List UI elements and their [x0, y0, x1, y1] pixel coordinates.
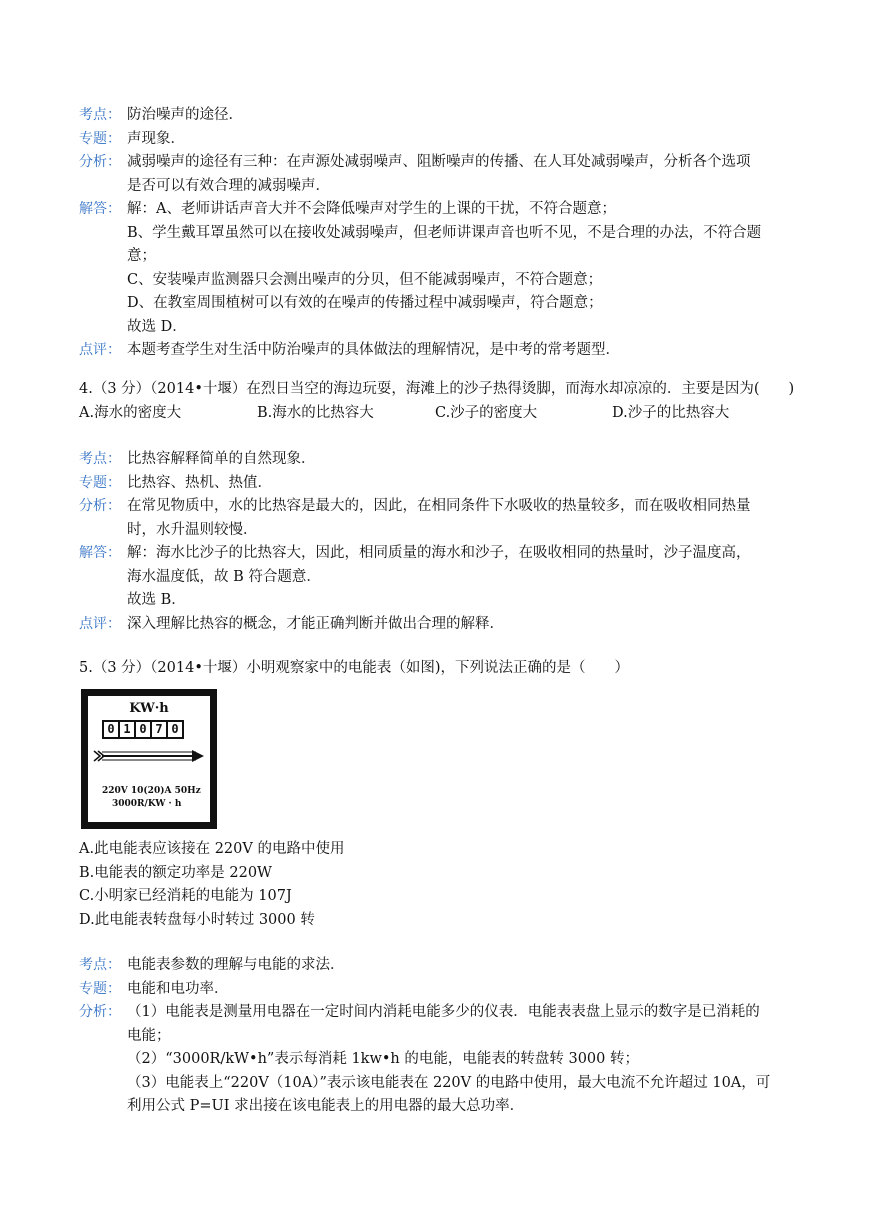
- option-b: B.海水的比热容大: [257, 404, 374, 421]
- fenxi-line: 电能；: [127, 1027, 171, 1044]
- kaodian-row: [79, 448, 791, 472]
- dianping-row: [79, 339, 791, 363]
- meter-digit: 0: [136, 722, 152, 737]
- jieda-line: D、在教室周围植树可以有效的在噪声的传播过程中减弱噪声，符合题意；: [127, 295, 603, 311]
- meter-dial-arrow-icon: [92, 748, 206, 764]
- meter-spec-line1: 220V 10(20)A 50Hz: [102, 786, 201, 796]
- option-b: B.电能表的额定功率是 220W: [79, 864, 272, 881]
- zhuanti-row: [79, 978, 791, 1002]
- zhuanti-row: [79, 472, 791, 496]
- kaodian-label: 考点：: [79, 107, 121, 123]
- dianping-text: 深入理解比热容的概念，才能正确判断并做出合理的解释．: [127, 615, 504, 632]
- option-c: C.沙子的密度大: [435, 404, 538, 421]
- zhuanti-label: 专题：: [79, 980, 121, 997]
- meter-spec-line2: 3000R/KW · h: [112, 799, 182, 809]
- zhuanti-text: 比热容、热机、热值．: [127, 474, 272, 491]
- fenxi-line: （3）电能表上“220V（10A）”表示该电能表在 220V 的电路中使用，最大电流不允许超过 10A，可: [127, 1074, 771, 1091]
- option-c: C.小明家已经消耗的电能为 107J: [79, 888, 292, 904]
- fenxi-label: 分析：: [79, 498, 121, 514]
- zhuanti-text: 电能和电功率．: [127, 980, 229, 997]
- fenxi-line: （1）电能表是测量用电器在一定时间内消耗电能多少的仪表．电能表表盘上显示的数字是已消耗的: [127, 1004, 760, 1020]
- q3-analysis: [79, 104, 791, 363]
- fenxi-label: 分析：: [79, 154, 121, 170]
- fenxi-line: 利用公式 P=UI 求出接在该电能表上的用电器的最大总功率．: [127, 1098, 525, 1114]
- jieda-label: 解答：: [79, 201, 121, 217]
- question-4: [79, 378, 799, 425]
- fenxi-label: 分析：: [79, 1004, 121, 1020]
- question-4-stem: 4.（3 分）（2014•十堰）在烈日当空的海边玩耍，海滩上的沙子热得烫脚，而海水却凉凉的．主要是因为( ): [79, 381, 795, 397]
- option-d: D.沙子的比热容大: [612, 404, 730, 421]
- question-4-options: [79, 402, 799, 426]
- kaodian-text: 防治噪声的途径．: [127, 107, 243, 123]
- fenxi-line: 是否可以有效合理的减弱噪声．: [127, 177, 330, 194]
- q5-analysis: [79, 954, 791, 1119]
- fenxi-line: （2）“3000R/kW•h”表示每消耗 1kw•h 的电能，电能表的转盘转 3000 转；: [127, 1051, 639, 1067]
- jieda-line: 解：A、老师讲话声音大并不会降低噪声对学生的上课的干扰，不符合题意；: [127, 201, 616, 217]
- zhuanti-label: 专题：: [79, 474, 121, 491]
- jieda-line: C、安装噪声监测器只会测出噪声的分贝，但不能减弱噪声，不符合题意；: [127, 271, 603, 288]
- question-5-stem: 5.（3 分）（2014•十堰）小明观察家中的电能表（如图)，下列说法正确的是（ ）: [79, 660, 630, 676]
- option-d: D.此电能表转盘每小时转过 3000 转: [79, 911, 315, 928]
- fenxi-row: [79, 151, 791, 198]
- kaodian-label: 考点：: [79, 957, 121, 973]
- meter-digit: 1: [120, 722, 136, 737]
- kaodian-row: [79, 954, 791, 978]
- jieda-line: 海水温度低，故 B 符合题意．: [127, 568, 321, 585]
- q4-analysis: [79, 448, 791, 636]
- jieda-line: 意；: [127, 248, 156, 264]
- meter-unit: KW·h: [129, 701, 169, 716]
- fenxi-line: 减弱噪声的途径有三种：在声源处减弱噪声、阻断噪声的传播、在人耳处减弱噪声，分析各个选项: [127, 154, 751, 170]
- meter-digits: [102, 720, 184, 739]
- meter-digit: 0: [171, 722, 179, 736]
- electricity-meter-figure: [81, 689, 217, 829]
- fenxi-line: 时，水升温则较慢．: [127, 521, 258, 538]
- zhuanti-row: [79, 128, 791, 152]
- dianping-label: 点评：: [79, 342, 121, 358]
- jieda-line: B、学生戴耳罩虽然可以在接收处减弱噪声，但老师讲课声音也听不见，不是合理的办法，不符合题: [127, 224, 762, 241]
- zhuanti-text: 声现象．: [127, 130, 185, 147]
- question-5: [79, 657, 799, 681]
- meter-digit: 7: [152, 722, 168, 737]
- question-5-options: [79, 838, 799, 932]
- dianping-row: [79, 613, 791, 637]
- meter-digit: 0: [104, 722, 120, 737]
- option-a: A.此电能表应该接在 220V 的电路中使用: [79, 841, 345, 857]
- kaodian-text: 电能表参数的理解与电能的求法．: [127, 957, 345, 973]
- jieda-line: 故选 B．: [127, 592, 186, 608]
- dianping-text: 本题考查学生对生活中防治噪声的具体做法的理解情况，是中考的常考题型．: [127, 342, 620, 358]
- kaodian-text: 比热容解释简单的自然现象．: [127, 451, 316, 467]
- jieda-row: [79, 542, 791, 613]
- jieda-row: [79, 198, 791, 339]
- option-a: A.海水的密度大: [79, 404, 182, 421]
- zhuanti-label: 专题：: [79, 130, 121, 147]
- fenxi-row: [79, 495, 791, 542]
- jieda-label: 解答：: [79, 545, 121, 561]
- kaodian-row: [79, 104, 791, 128]
- kaodian-label: 考点：: [79, 451, 121, 467]
- jieda-line: 故选 D．: [127, 318, 187, 335]
- fenxi-line: 在常见物质中，水的比热容是最大的，因此，在相同条件下水吸收的热量较多，而在吸收相同热量: [127, 498, 751, 514]
- jieda-line: 解：海水比沙子的比热容大，因此，相同质量的海水和沙子，在吸收相同的热量时，沙子温度高，: [127, 545, 751, 561]
- dianping-label: 点评：: [79, 615, 121, 632]
- fenxi-row: [79, 1001, 791, 1119]
